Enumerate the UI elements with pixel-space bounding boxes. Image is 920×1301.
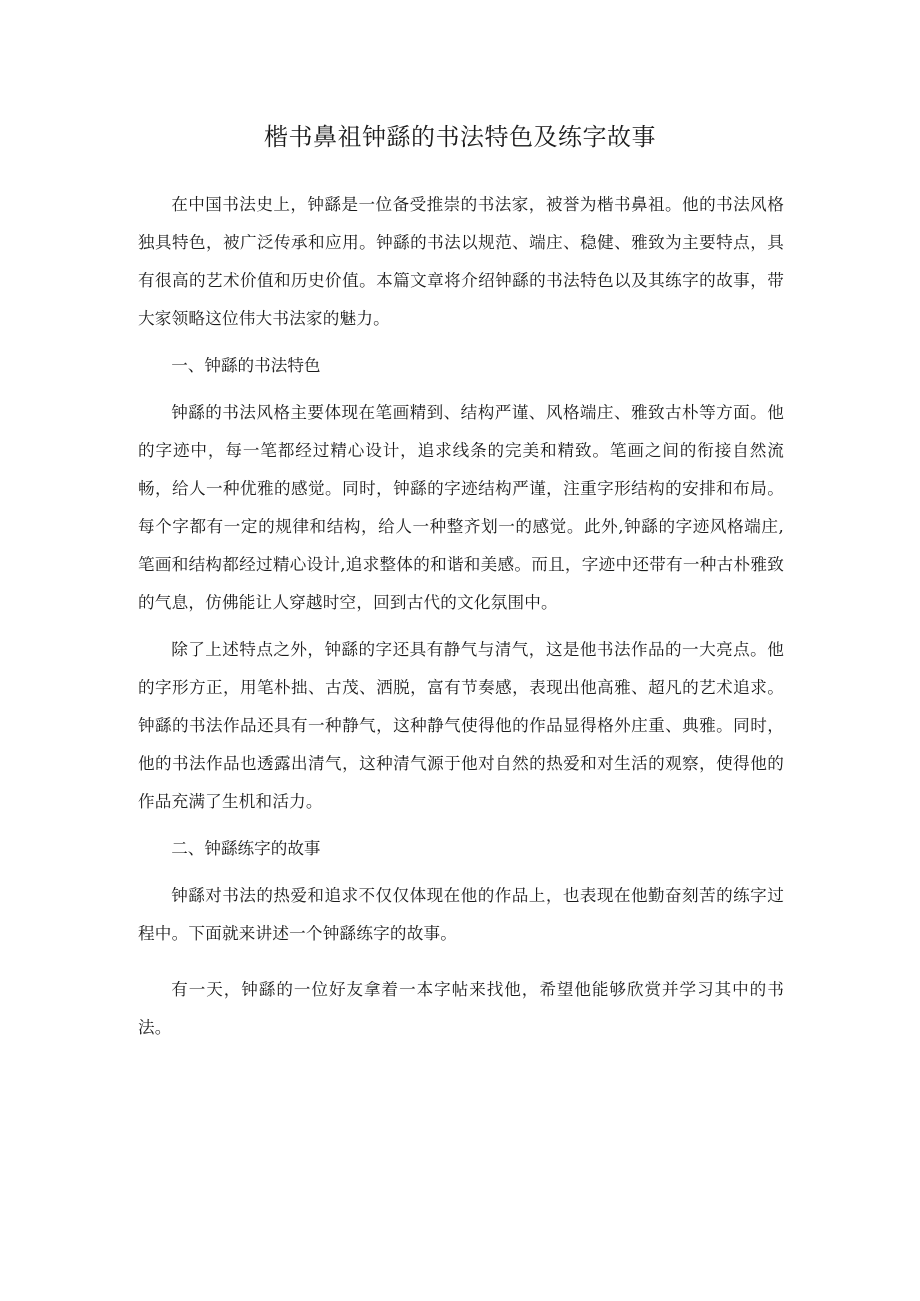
document-body [138,186,784,1056]
section1-paragraph: 除了上述特点之外，钟繇的字还具有静气与清气，这是他书法作品的一大亮点。他的字形方正，用笔朴拙、古茂、洒脱，富有节奏感，表现出他高雅、超凡的艺术追求。钟繇的书法作品还具有一种静气，这种静气使得他的作品显得格外庄重、典雅。同时，他的书法作品也透露出清气，这种清气源于他对自然的热爱和对生活的观察，使得他的作品充满了生机和活力。 [138,640,784,811]
section-heading-1: 一、钟繇的书法特色 [171,356,321,375]
section2-paragraph: 有一天，钟繇的一位好友拿着一本字帖来找他，希望他能够欣赏并学习其中的书法。 [138,980,784,1037]
intro-paragraph: 在中国书法史上，钟繇是一位备受推崇的书法家，被誉为楷书鼻祖。他的书法风格独具特色，被广泛传承和应用。钟繇的书法以规范、端庄、稳健、雅致为主要特点，具有很高的艺术价值和历史价值。本篇文章将介绍钟繇的书法特色以及其练字的故事，带大家领略这位伟大书法家的魅力。 [138,195,784,328]
section2-paragraph: 钟繇对书法的热爱和追求不仅仅体现在他的作品上，也表现在他勤奋刻苦的练字过程中。下面就来讲述一个钟繇练字的故事。 [138,886,784,943]
document-title: 楷书鼻祖钟繇的书法特色及练字故事 [264,123,656,151]
section-heading-2: 二、钟繇练字的故事 [171,839,321,858]
section1-paragraph: 钟繇的书法风格主要体现在笔画精到、结构严谨、风格端庄、雅致古朴等方面。他的字迹中，每一笔都经过精心设计，追求线条的完美和精致。笔画之间的衔接自然流畅，给人一种优雅的感觉。同时，钟繇的字迹结构严谨，注重字形结构的安排和布局。每个字都有一定的规律和结构，给人一种整齐划一的感觉。此外,钟繇的字迹风格端庄,笔画和结构都经过精心设计,追求整体的和谐和美感。而且，字迹中还带有一种古朴雅致的气息，仿佛能让人穿越时空，回到古代的文化氛围中。 [138,403,784,612]
